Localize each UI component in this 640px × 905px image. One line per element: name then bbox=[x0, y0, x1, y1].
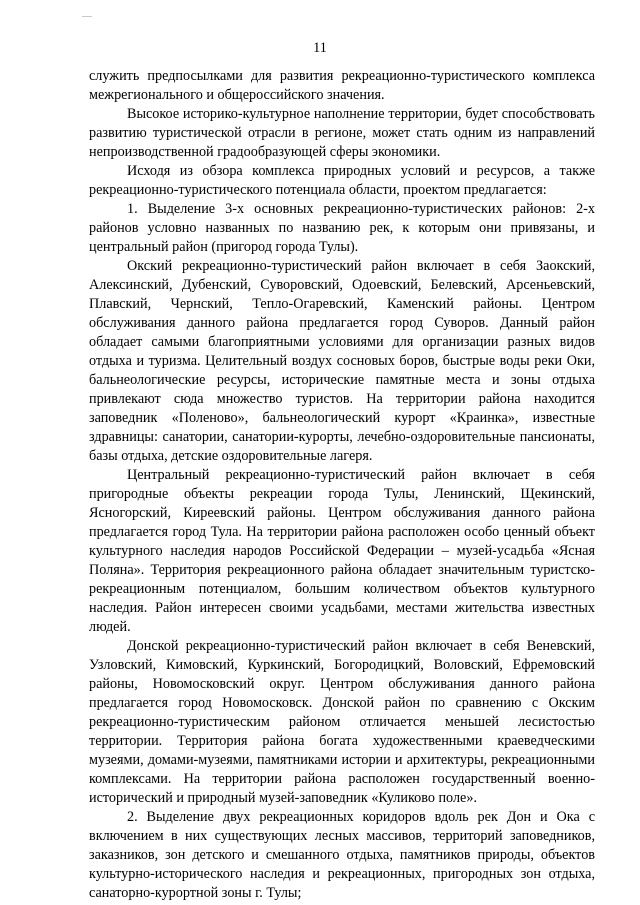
paragraph-item-1: 1. Выделение 3-х основных рекреационно-туристических районов: 2-х районов условно названных по названию рек, к которым они привязаны, и центральный район (пригород города Тулы). bbox=[89, 201, 595, 255]
paragraph-proposal-intro: Исходя из обзора комплекса природных условий и ресурсов, а также рекреационно-туристического потенциала области, проектом предлагается: bbox=[89, 163, 595, 198]
paragraph-oka-district: Окский рекреационно-туристический район включает в себя Заокский, Алексинский, Дубенский, Суворовский, Одоевский, Белевский, Арсеньевский, Плавский, Чернский, Тепло-Огаревский, Каменский районы. Центром обслуживания данного района предлагается город Суворов. Данный район обладает самыми благоприятными условиями для организации разных видов отдыха и туризма. Целительный воздух сосновых боров, быстрые воды реки Оки, бальнеологические ресурсы, исторические памятные места и зоны отдыха привлекают сюда множество туристов. На территории района находится заповедник «Поленово», бальнеологический курорт «Краинка», известные здравницы: санатории, санатории-курорты, лечебно-оздоровительные пансионаты, базы отдыха, детские оздоровительные лагеря. bbox=[89, 258, 595, 464]
paragraph-cultural-heritage: Высокое историко-культурное наполнение территории, будет способствовать развитию туристической отрасли в регионе, может стать одним из направлений непроизводственной градообразующей сферы экономики. bbox=[89, 106, 595, 160]
paragraph-item-2: 2. Выделение двух рекреационных коридоров вдоль рек Дон и Ока с включением в них существующих лесных массивов, территорий заповедников, заказников, зон детского и смешанного отдыха, памятников природы, объектов культурно-исторического наследия и рекреационных, пригородных зон отдыха, санаторно-курортной зоны г. Тулы; bbox=[89, 809, 595, 901]
paragraph-don-district: Донской рекреационно-туристический район включает в себя Веневский, Узловский, Кимовский, Куркинский, Богородицкий, Воловский, Ефремовский районы, Новомосковский округ. Центром обслуживания данного района предлагается город Новомосковск. Донской район по сравнению с Окским рекреационно-туристическим районом отличается меньшей лесистостью территории. Территория района богата художественными краеведческими музеями, домами-музеями, памятниками истории и архитектуры, рекреационными комплексами. На территории района расположен государственный военно-исторический и природный музей-заповедник «Куликово поле». bbox=[89, 638, 595, 806]
page-body bbox=[89, 67, 595, 903]
paragraph-central-district: Центральный рекреационно-туристический район включает в себя пригородные объекты рекреации города Тулы, Ленинский, Щекинский, Ясногорский, Киреевский районы. Центром обслуживания данного района предлагается город Тула. На территории района расположен особо ценный объект культурного наследия народов Российской Федерации – музей-усадьба «Ясная Поляна». Территория рекреационного района обладает значительным туристско-рекреационным потенциалом, большим количеством объектов культурного наследия. Район интересен своими усадьбами, местами жительства известных людей. bbox=[89, 467, 595, 635]
page-number: 11 bbox=[313, 40, 327, 56]
paragraph-intro-continuation: служить предпосылками для развития рекреационно-туристического комплекса межрегионального и общероссийского значения. bbox=[89, 68, 595, 103]
scan-mark bbox=[82, 16, 92, 17]
